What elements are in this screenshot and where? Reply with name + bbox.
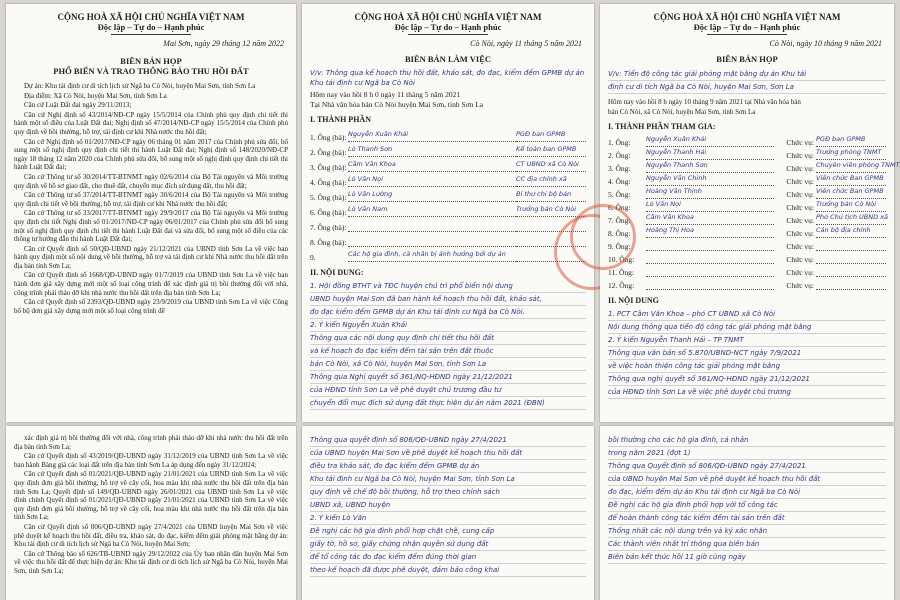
member-role: PGĐ ban GPMB (816, 135, 886, 147)
handwritten-line: đo đạc kiểm đếm GPMB dự án Khu tái định cư Ngã ba Cò Nòi. (310, 306, 586, 319)
member-role: Trưởng bản Cò Nòi (516, 205, 586, 217)
paragraph: Căn cứ Nghị định số 43/2014/NĐ-CP ngày 15/5/2014 của Chính phủ quy định chi tiết thi hành một số điều của Luật Đất đai; Nghị định số 47/2014/NĐ-CP ngày 15/5/2014 của Chính phủ quy định về bồi thường, hỗ trợ, tái định cư khi Nhà nước thu hồi đất; (14, 110, 288, 136)
document-subject-1: V/v: Tiến độ công tác giải phóng mặt bằng dự án Khu tái (608, 68, 886, 81)
position-label: Chức vụ: (786, 151, 814, 161)
handwritten-line: và kế hoạch đo đạc kiểm đếm tài sản trên đất thuộc (310, 345, 586, 358)
handwritten-line: 1. Hội đồng BTHT và TĐC huyện chủ trì phổ biến nội dung (310, 280, 586, 293)
document-title: BIÊN BẢN LÀM VIỆC (404, 54, 492, 64)
paragraph: Căn cứ Thông tư số 33/2017/TT-BTNMT ngày 29/9/2017 của Bộ Tài nguyên và Môi trường quy định chi tiết Nghị định số 01/2017/NĐ-CP ngày 06/01/2017 của Chính phủ sửa đổi bổ sung một số nghị định quy định chi tiết thi hành Luật Đất đai và sửa đổi, bổ sung một số điều của các thông tư hướng dẫn thi hành Luật Đất đai; (14, 209, 288, 244)
section-heading: I. THÀNH PHẦN THAM GIA: (608, 122, 716, 132)
member-role (816, 239, 886, 251)
handwritten-line: để tổ công tác đo đạc kiểm đếm đúng thời gian (310, 551, 586, 564)
member-number: 6. Ông (bà): (310, 208, 347, 218)
motto: Độc lập – Tự do – Hạnh phúc (97, 22, 205, 32)
handwritten-line: để hoàn thành công tác kiểm đếm tài sản trên đất (608, 512, 886, 525)
handwritten-line: bồi thường cho các hộ gia đình, cá nhân (608, 434, 886, 447)
meeting-place-row (310, 101, 586, 110)
handwritten-line: điều tra khảo sát, đo đạc kiểm đếm GPMB dự án (310, 460, 586, 473)
position-label: Chức vụ: (786, 190, 814, 200)
member-row (310, 247, 586, 262)
member-name: Lò Văn Nọi (348, 175, 516, 187)
member-row (608, 160, 900, 174)
handwritten-line: về việc hoàn thiện công tác giải phóng mặt bằng (608, 360, 886, 373)
member-number: 5. Ông: (608, 190, 631, 200)
handwritten-line: Các thành viên nhất trí thông qua biên bản (608, 538, 886, 551)
member-name: Nguyễn Xuân Khải (646, 135, 774, 147)
country-header: CỘNG HOÀ XÃ HỘI CHỦ NGHĨA VIỆT NAM (653, 12, 841, 22)
member-name (646, 252, 774, 264)
member-number: 5. Ông (bà): (310, 193, 347, 203)
position-label: Chức vụ: (786, 164, 814, 174)
paragraph: Căn cứ Quyết định số 43/2019/QĐ-UBND ngày 31/12/2019 của UBND tỉnh Sơn La về việc ban hành Bảng giá các loại đất trên địa bàn tỉnh Sơn La áp dụng đến ngày 31/12/2024; (14, 452, 288, 469)
member-number: 8. Ông: (608, 229, 631, 239)
paragraph: Căn cứ Thông tư số 30/2014/TT-BTNMT ngày 02/6/2014 của Bộ Tài nguyên và Môi trường quy định về hồ sơ giao đất, cho thuê đất, chuyển mục đích sử dụng đất, thu hồi đất; (14, 172, 288, 190)
member-row (608, 277, 886, 290)
member-name: Cầm Văn Khoa (348, 160, 516, 172)
member-row (310, 187, 586, 202)
position-label: Chức vụ: (786, 216, 814, 226)
member-number: 10. Ông: (608, 255, 635, 265)
paragraph: Căn cứ Quyết định số 1668/QĐ-UBND ngày 01/7/2019 của UBND tỉnh Sơn La về việc ban hành đơn giá xây dựng mới một số loại công trình để xác định giá trị bồi thường đối với nhà, công trình phải tháo dỡ khi nhà nước thu hồi đất trên địa bàn tỉnh Sơn La; (14, 271, 288, 297)
member-name: Hoàng Thị Hoa (646, 226, 774, 238)
paragraph: Căn cứ Luật Đất đai ngày 29/11/2013; (24, 101, 132, 110)
handwritten-line: Thông qua Quyết định số 806/QĐ-UBND ngày 27/4/2021 (608, 460, 886, 473)
document-title: BIÊN BẢN HỌP (716, 54, 778, 64)
handwritten-line: Biên bản kết thúc hồi 11 giờ cùng ngày (608, 551, 886, 564)
position-label: Chức vụ: (786, 242, 814, 252)
document-sheet-6 (600, 426, 894, 600)
document-date: Cò Nòi, ngày 11 tháng 5 năm 2021 (470, 39, 582, 48)
document-body (6, 82, 296, 315)
member-number: 4. Ông (bà): (310, 178, 347, 188)
handwritten-line: Thông qua Nghị quyết số 361/NQ-HĐND ngày 21/12/2021 (310, 371, 586, 384)
member-name (348, 220, 516, 232)
member-row (608, 147, 886, 160)
member-row (310, 172, 586, 187)
position-label: Chức vụ: (786, 203, 814, 213)
member-role: Chuyên viên phòng TNMT (816, 161, 886, 173)
paragraph: Căn cứ Nghị định số 01/2017/NĐ-CP ngày 06 tháng 01 năm 2017 của Chính phủ sửa đổi, bổ sung một số nghị định quy định chi tiết thi hành Luật Đất đai; Nghị định số 148/2020/NĐ-CP ngày 18 tháng 12 năm 2020 của Chính phủ sửa đổi, bổ sung một số nghị định quy định chi tiết thi hành Luật Đất đai; (14, 137, 288, 172)
handwritten-line: Thông qua nghị quyết số 361/NQ-HĐND ngày 21/12/2021 (608, 373, 886, 386)
member-number: 3. Ông: (608, 164, 631, 174)
member-row (608, 199, 886, 212)
handwritten-line: Thông qua các nội dung quy định chi tiết thu hồi đất (310, 332, 586, 345)
member-name: Lò Văn Nọi (646, 200, 774, 212)
meeting-place: bản Cò Nòi, xã Cò Nòi, huyện Mai Sơn, tỉnh Sơn La (608, 107, 756, 116)
handwritten-line: quy định về chế độ bồi thường, hỗ trợ theo chính sách (310, 486, 586, 499)
member-row (608, 264, 886, 277)
member-number: 2. Ông: (608, 151, 631, 161)
divider (408, 34, 488, 35)
paragraph: Căn cứ Quyết định số 806/QĐ-UBND ngày 27/4/2021 của UBND huyện Mai Sơn về việc phê duyệt kế hoạch thu hồi đất, điều tra, khảo sát, đo đạc, kiểm đếm giải phóng mặt bằng dự án: Khu tái định cư di tích lịch sử Ngã ba Cò Nòi, huyện Mai Sơn; (14, 522, 288, 549)
document-body (6, 434, 296, 576)
document-sheet-5 (302, 426, 594, 600)
handwritten-line: trong năm 2021 (đợt 1) (608, 447, 886, 460)
member-number: 9. Ông: (608, 242, 631, 252)
handwritten-line: chuyển đổi mục đích sử dụng đất thực hiện dự án năm 2021 (ĐBN) (310, 397, 586, 410)
document-sheet-4 (6, 426, 296, 600)
handwritten-line: Khu tái định cư Ngã ba Cò Nòi, huyện Mai Sơn, tỉnh Sơn La (310, 473, 586, 486)
document-subtitle: PHỔ BIẾN VÀ TRAO THÔNG BÁO THU HỒI ĐẤT (53, 66, 249, 76)
member-role: PGĐ ban GPMB (516, 130, 586, 142)
handwritten-line: theo kế hoạch đã được phê duyệt, đảm bảo công khai (310, 564, 586, 577)
member-name: Lò Văn Lường (348, 190, 516, 202)
member-name: Nguyễn Văn Chinh (646, 174, 774, 186)
member-number: 12. Ông: (608, 281, 635, 291)
position-label: Chức vụ: (786, 268, 814, 278)
member-row (310, 202, 586, 217)
handwritten-line: UBND huyện Mai Sơn đã ban hành kế hoạch thu hồi đất, khảo sát, (310, 293, 586, 306)
divider (707, 34, 787, 35)
member-role: Viên chức Ban GPMB (816, 174, 886, 186)
member-row (310, 157, 586, 172)
handwritten-line: giấy tờ, hồ sơ, giấy chứng nhận quyền sử dụng đất (310, 538, 586, 551)
member-role: Kế toán ban GPMB (516, 145, 586, 157)
member-row (310, 142, 586, 157)
handwritten-line: Đề nghị các hộ gia đình phối hợp với tổ công tác (608, 499, 886, 512)
member-name: Các hộ gia đình, cá nhân bị ảnh hưởng bởi dự án (348, 250, 516, 262)
document-sheet-1 (6, 4, 296, 422)
handwritten-line: Thống nhất các nội dung trên và ký xác nhận (608, 525, 886, 538)
motto: Độc lập – Tự do – Hạnh phúc (693, 22, 801, 32)
member-name: Cầm Văn Khoa (646, 213, 774, 225)
member-name: Nguyễn Xuân Khải (348, 130, 516, 142)
member-row (608, 134, 886, 147)
member-number: 9. (310, 253, 316, 263)
handwritten-line: UBND xã, UBND huyện (310, 499, 586, 512)
member-name: Nguyễn Thanh Sơn (646, 161, 774, 173)
section-heading: II. NỘI DUNG: (310, 268, 364, 278)
member-row (608, 251, 886, 264)
member-number: 4. Ông: (608, 177, 631, 187)
member-row (310, 232, 586, 247)
member-role: Trưởng phòng TNMT (816, 148, 886, 160)
member-number: 11. Ông: (608, 268, 634, 278)
document-subject: V/v: Thông qua kế hoạch thu hồi đất, khảo sát, đo đạc, kiểm đếm GPMB dự án Khu tái định cư Ngã ba Cò Nòi (310, 69, 585, 87)
handwritten-line: của HĐND tỉnh Sơn La về việc phê duyệt chủ trương (608, 386, 886, 399)
member-list (302, 127, 594, 262)
member-name: Lò Văn Nam (348, 205, 516, 217)
handwritten-content (302, 280, 594, 410)
handwritten-line: Thông qua quyết định số 806/QĐ-UBND ngày 27/4/2021 (310, 434, 586, 447)
member-row (608, 238, 886, 251)
member-role: Cán bộ địa chính (816, 226, 886, 238)
member-number: 7. Ông (bà): (310, 223, 347, 233)
paragraph: Căn cứ Quyết định số 2393/QĐ-UBND ngày 23/9/2019 của UBND tỉnh Sơn La về việc Công bố bộ đơn giá xây dựng mới một số loại công trình để (14, 298, 288, 315)
paragraph: Địa điểm: Xã Cò Nòi, huyện Mai Sơn, tỉnh Sơn La (24, 91, 167, 100)
red-stamp (570, 204, 636, 270)
member-name: Nguyễn Thanh Hải (646, 148, 774, 160)
member-row (310, 127, 586, 142)
member-name (348, 235, 516, 247)
paragraph: xác định giá trị bồi thường đối với nhà, công trình phải tháo dỡ khi nhà nước thu hồi đất trên địa bàn tỉnh Sơn La; (14, 434, 288, 451)
member-name: Hoàng Văn Thịnh (646, 187, 774, 199)
meeting-time: Hôm nay vào hồi 8 h 0 ngày 11 tháng 5 năm 2021 (310, 90, 461, 99)
handwritten-line: của HĐND tỉnh Sơn La về phê duyệt chủ trương đầu tư (310, 384, 586, 397)
member-row (310, 217, 586, 232)
position-label: Chức vụ: (786, 138, 814, 148)
handwritten-line: Đề nghị các hộ gia đình phối hợp chặt chẽ, cung cấp (310, 525, 586, 538)
document-sheet-2 (302, 4, 594, 422)
member-name: Lò Thanh Sơn (348, 145, 516, 157)
member-number: 1. Ông: (608, 138, 631, 148)
handwritten-line: 2. Ý kiến Nguyễn Thanh Hải – TP TNMT (608, 334, 886, 347)
handwritten-line: 2. Ý kiến Lò Văn (310, 512, 586, 525)
member-number: 7. Ông: (608, 216, 631, 226)
meeting-time: Hôm nay vào hồi 8 h ngày 10 tháng 9 năm 2021 tại Nhà văn hóa bản (608, 98, 801, 106)
member-role (816, 265, 886, 277)
member-role (816, 252, 886, 264)
member-name (646, 239, 774, 251)
member-role: CC địa chính xã (516, 175, 586, 187)
paragraph: Dự án: Khu tái định cư di tích lịch sử Ngã ba Cò Nòi, huyện Mai Sơn, tỉnh Sơn La (24, 82, 256, 90)
member-role (816, 278, 886, 290)
divider (111, 34, 191, 35)
handwritten-line: Thông qua văn bản số 5.870/UBND-NCT ngày 7/9/2021 (608, 347, 886, 360)
handwritten-line: bản Cò Nòi, xã Cò Nòi, huyện Mai Sơn, tỉnh Sơn La (310, 358, 586, 371)
handwritten-line: 1. PCT Cầm Văn Khoa – phó CT UBND xã Cò Nòi (608, 308, 886, 321)
member-row (608, 186, 886, 199)
member-row (608, 173, 886, 186)
member-number: 2. Ông (bà): (310, 148, 347, 158)
motto: Độc lập – Tự do – Hạnh phúc (394, 22, 502, 32)
handwritten-content (302, 434, 594, 577)
member-role: Viên chức Ban GPMB (816, 187, 886, 199)
position-label: Chức vụ: (786, 229, 814, 239)
handwritten-line: 2. Ý kiến Nguyễn Xuân Khải (310, 319, 586, 332)
member-name (646, 265, 774, 277)
handwritten-content (600, 308, 894, 399)
handwritten-line: Nội dung thông qua tiến độ công tác giải phóng mặt bằng (608, 321, 886, 334)
handwritten-line: của UBND huyện Mai Sơn về phê duyệt kế hoạch thu hồi đất (310, 447, 586, 460)
document-sheet-3 (600, 4, 900, 422)
member-row (608, 225, 886, 238)
member-role: Trưởng bản Cò Nòi (816, 200, 886, 212)
member-number: 3. Ông (bà): (310, 163, 347, 173)
member-number: 8. Ông (bà): (310, 238, 347, 248)
handwritten-content (600, 434, 894, 564)
member-role: Phó Chủ tịch UBND xã (816, 213, 886, 225)
paragraph: Căn cứ Quyết định số 01/2021/QĐ-UBND ngày 21/01/2021 của UBND tỉnh Sơn La về việc quy định đơn giá bồi thường, hỗ trợ về cây cối, hoa màu khi nhà nước thu hồi đất trên địa bàn tỉnh Sơn La; Quyết định số 149/QĐ-UBND ngày 26/01/2021 của UBND tỉnh Sơn La về việc đính chính Quyết định số 01/2021/QĐ-UBND ngày 21/01/2021 của UBND tỉnh Sơn La về việc quy định đơn giá bồi thường, hỗ trợ về cây cối, hoa màu khi nhà nước thu hồi đất trên địa bàn tỉnh Sơn La; (14, 470, 288, 522)
handwritten-line: đo đạc, kiểm đếm dự án Khu tái định cư Ngã ba Cò Nòi (608, 486, 886, 499)
paragraph: Căn cứ Thông tư số 37/2014/TT-BTNMT ngày 30/6/2014 của Bộ Tài nguyên và Môi trường quy định chi tiết về bồi thường, hỗ trợ, tái định cư khi Nhà nước thu hồi đất; (14, 191, 288, 208)
position-label: Chức vụ: (786, 255, 814, 265)
meeting-place-suffix: huyện Mai Sơn, tỉnh Sơn La (398, 99, 484, 109)
member-role: CT UBND xã Cò Nòi (516, 160, 586, 172)
member-list (600, 134, 900, 291)
paragraph: Căn cứ Quyết định số 50/QĐ-UBND ngày 21/12/2021 của UBND tỉnh Sơn La về việc ban hành quy định một số nội dung về bồi thường, hỗ trợ và tái định cư khi Nhà nước thu hồi đất trên địa bàn tỉnh Sơn La; (14, 244, 288, 270)
document-subject-2: định cư di tích Ngã ba Cò Nòi, huyện Mai Sơn, Sơn La (608, 81, 886, 94)
country-header: CỘNG HOÀ XÃ HỘI CHỦ NGHĨA VIỆT NAM (57, 12, 245, 22)
document-date: Cò Nòi, ngày 10 tháng 9 năm 2021 (769, 39, 882, 48)
document-title: BIÊN BẢN HỌP (120, 56, 182, 66)
handwritten-line: của UBND huyện Mai Sơn về phê duyệt kế hoạch thu hồi đất (608, 473, 886, 486)
section-heading: II. NỘI DUNG (608, 296, 659, 306)
section-heading: I. THÀNH PHẦN (310, 115, 371, 125)
member-name (646, 278, 774, 290)
position-label: Chức vụ: (786, 281, 814, 291)
member-row (608, 212, 889, 226)
position-label: Chức vụ: (786, 177, 814, 187)
document-date: Mai Sơn, ngày 29 tháng 12 năm 2022 (163, 39, 284, 48)
meeting-place: Tại Nhà văn hóa bản Cò Nòi (310, 99, 397, 109)
member-number: 1. Ông (bà): (310, 133, 347, 143)
country-header: CỘNG HOÀ XÃ HỘI CHỦ NGHĨA VIỆT NAM (354, 12, 542, 22)
paragraph: Căn cứ Thông báo số 626/TB-UBND ngày 29/12/2022 của Ủy ban nhân dân huyện Mai Sơn về việc thu hồi đất để thực hiện dự án: Khu tái định cư di tích lịch sử Ngã ba Cò Nòi, huyện Mai Sơn, tỉnh Sơn La; (14, 549, 288, 575)
member-role: Bí thư chi bộ bản (516, 190, 586, 202)
member-number: 6. Ông: (608, 203, 631, 213)
